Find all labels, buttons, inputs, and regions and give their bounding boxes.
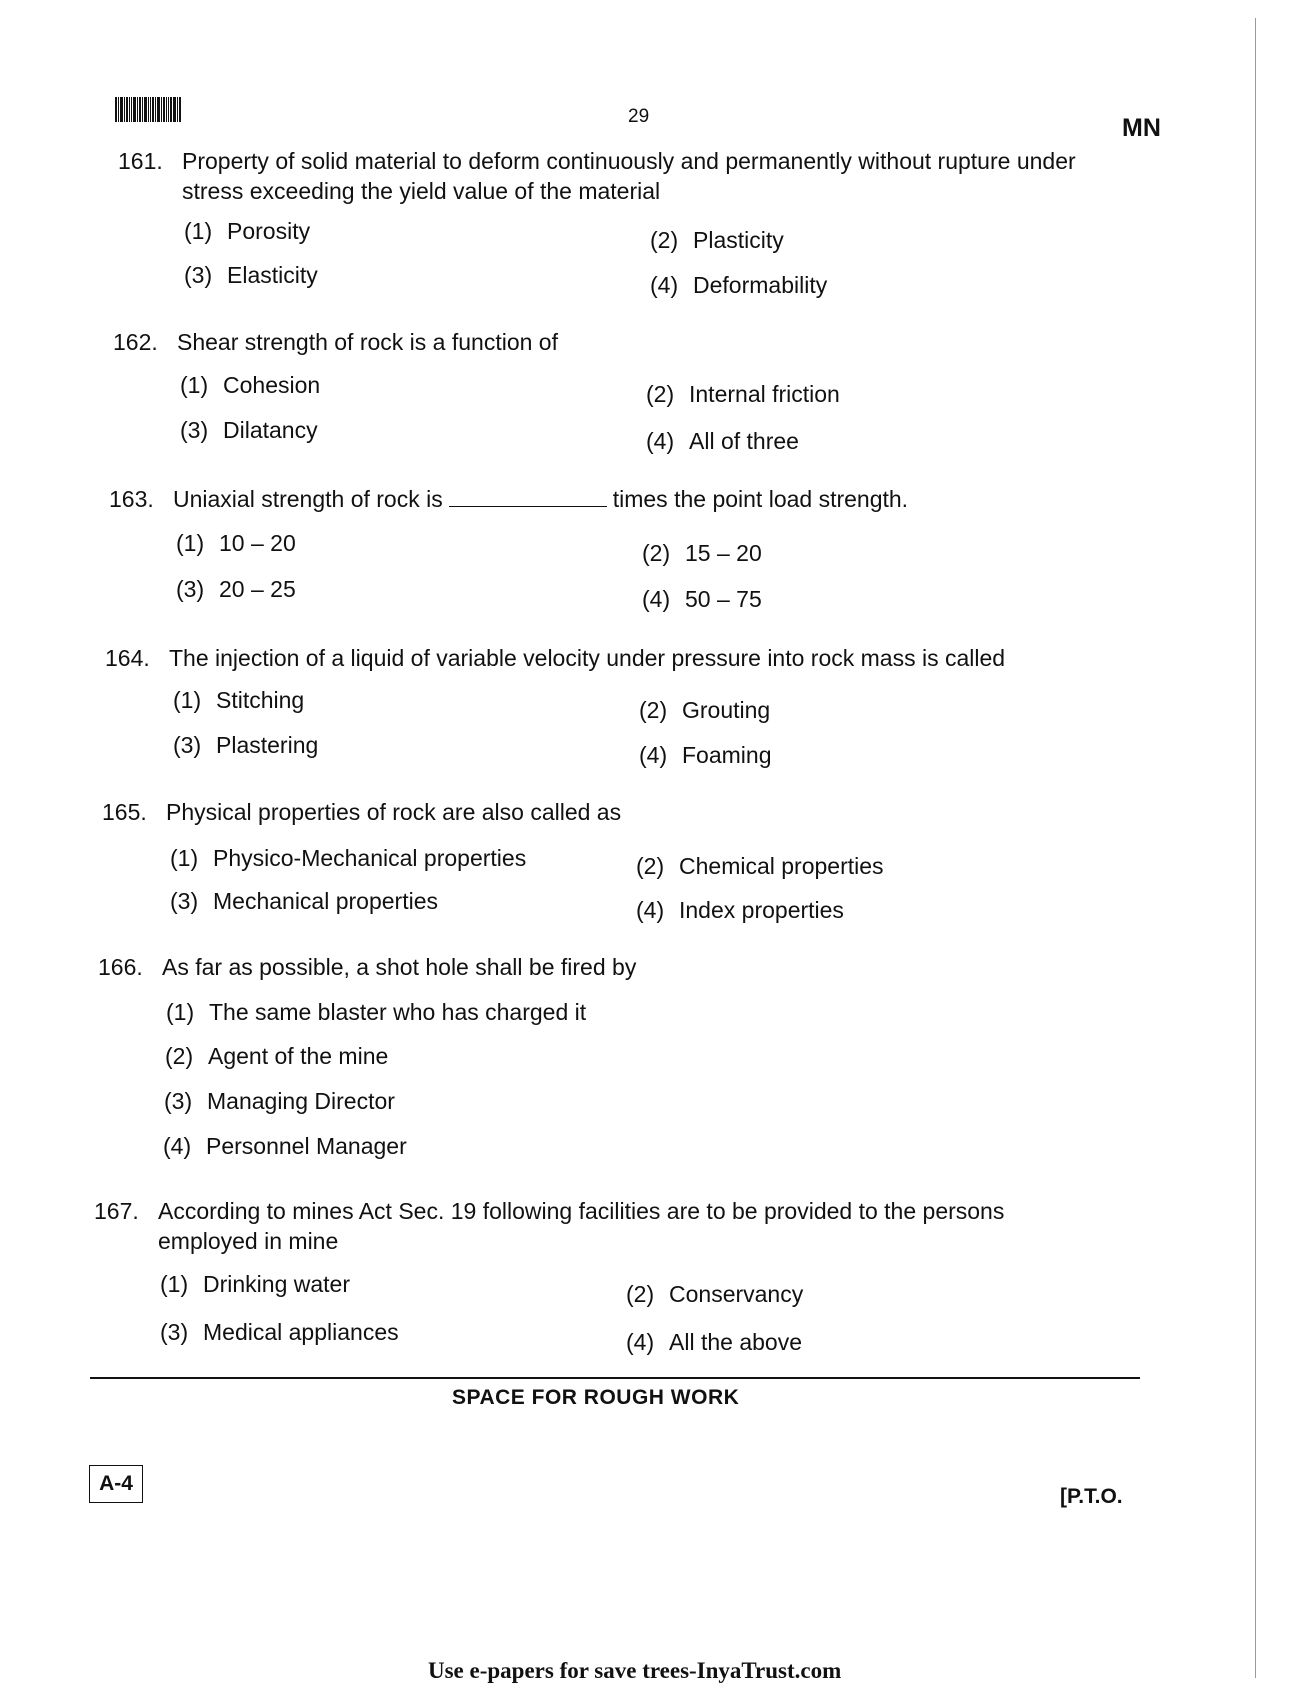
option-number: (3)	[170, 888, 199, 914]
option-number: (1)	[173, 687, 202, 713]
option-number: (2)	[636, 853, 665, 879]
question-text: Physical properties of rock are also called as	[166, 799, 622, 825]
option-text: 20 – 25	[219, 576, 296, 602]
option-number: (4)	[642, 586, 671, 612]
pto-label: [P.T.O.	[1060, 1485, 1123, 1508]
option-1[interactable]	[176, 528, 296, 558]
option-number: (2)	[646, 381, 675, 407]
option-text: 50 – 75	[685, 586, 762, 612]
question-number: 163.	[109, 486, 154, 512]
option-2[interactable]	[626, 1279, 803, 1309]
option-text: 15 – 20	[685, 540, 762, 566]
option-number: (4)	[646, 428, 675, 454]
option-4[interactable]	[636, 895, 844, 925]
margin-rule	[1255, 18, 1256, 1678]
option-text: Internal friction	[689, 381, 840, 407]
question-text: The injection of a liquid of variable velocity under pressure into rock mass is called	[169, 645, 1006, 671]
option-text: Deformability	[693, 272, 828, 298]
option-3[interactable]	[180, 415, 318, 445]
option-2[interactable]	[646, 379, 840, 409]
option-3[interactable]	[164, 1086, 395, 1116]
option-number: (1)	[170, 845, 199, 871]
rough-work-divider	[90, 1377, 1140, 1379]
option-number: (2)	[165, 1043, 194, 1069]
option-text: Stitching	[216, 687, 305, 713]
series-code: MN	[1122, 114, 1161, 142]
option-number: (4)	[650, 272, 679, 298]
option-1[interactable]	[180, 370, 320, 400]
option-3[interactable]	[173, 730, 318, 760]
option-2[interactable]	[165, 1041, 388, 1071]
option-text: Dilatancy	[223, 417, 318, 443]
option-number: (4)	[639, 742, 668, 768]
option-number: (3)	[184, 262, 213, 288]
option-number: (4)	[626, 1329, 655, 1355]
question-number: 161.	[118, 148, 163, 174]
option-number: (4)	[163, 1133, 192, 1159]
option-text: 10 – 20	[219, 530, 296, 556]
option-2[interactable]	[639, 695, 770, 725]
question-number: 162.	[113, 329, 158, 355]
option-text: Porosity	[227, 218, 311, 244]
option-4[interactable]	[626, 1327, 802, 1357]
option-number: (1)	[176, 530, 205, 556]
option-3[interactable]	[176, 574, 296, 604]
option-text: Conservancy	[669, 1281, 804, 1307]
option-text: All the above	[669, 1329, 802, 1355]
option-number: (1)	[160, 1271, 189, 1297]
question-number: 165.	[102, 799, 147, 825]
question-text-after: times the point load strength.	[612, 486, 909, 512]
question-text: Property of solid material to deform continuously and permanently without rupture under stress exceeding the yield value of the material	[182, 148, 1076, 204]
option-4[interactable]	[163, 1131, 407, 1161]
option-text: Grouting	[682, 697, 771, 723]
option-text: Medical appliances	[203, 1319, 399, 1345]
option-text: Agent of the mine	[208, 1043, 389, 1069]
barcode-image	[115, 97, 181, 122]
option-text: Index properties	[679, 897, 844, 923]
option-number: (2)	[642, 540, 671, 566]
option-4[interactable]	[650, 270, 827, 300]
footer-text: Use e-papers for save trees-InyaTrust.com	[428, 1658, 842, 1683]
option-number: (1)	[184, 218, 213, 244]
question-number: 164.	[105, 645, 150, 671]
option-1[interactable]	[166, 997, 586, 1027]
option-number: (3)	[180, 417, 209, 443]
option-text: Elasticity	[227, 262, 318, 288]
option-1[interactable]	[170, 843, 526, 873]
option-number: (1)	[180, 372, 209, 398]
option-3[interactable]	[170, 886, 438, 916]
option-4[interactable]	[646, 426, 799, 456]
option-text: Foaming	[682, 742, 772, 768]
page-number: 29	[628, 106, 650, 127]
option-2[interactable]	[642, 538, 762, 568]
question-text: As far as possible, a shot hole shall be fired by	[162, 954, 637, 980]
option-text: Drinking water	[203, 1271, 350, 1297]
option-1[interactable]	[173, 685, 304, 715]
option-number: (4)	[636, 897, 665, 923]
option-number: (3)	[173, 732, 202, 758]
option-text: All of three	[689, 428, 799, 454]
option-3[interactable]	[160, 1317, 399, 1347]
question-number: 166.	[98, 954, 143, 980]
option-number: (3)	[176, 576, 205, 602]
option-text: Plasticity	[693, 227, 784, 253]
option-1[interactable]	[160, 1269, 350, 1299]
option-text: Plastering	[216, 732, 319, 758]
option-text: Mechanical properties	[213, 888, 439, 914]
question-text: Shear strength of rock is a function of	[177, 329, 558, 355]
option-text: Personnel Manager	[206, 1133, 407, 1159]
question-text: According to mines Act Sec. 19 following facilities are to be provided to the persons employed in mine	[158, 1198, 1005, 1254]
option-number: (1)	[166, 999, 195, 1025]
option-text: Cohesion	[223, 372, 321, 398]
option-text: Chemical properties	[679, 853, 884, 879]
option-2[interactable]	[636, 851, 884, 881]
option-text: Physico-Mechanical properties	[213, 845, 527, 871]
option-text: The same blaster who has charged it	[209, 999, 587, 1025]
option-1[interactable]	[184, 216, 310, 246]
option-number: (3)	[164, 1088, 193, 1114]
option-4[interactable]	[639, 740, 771, 770]
option-number: (2)	[650, 227, 679, 253]
option-number: (2)	[639, 697, 668, 723]
option-3[interactable]	[184, 260, 318, 290]
option-number: (2)	[626, 1281, 655, 1307]
option-number: (3)	[160, 1319, 189, 1345]
option-text: Managing Director	[207, 1088, 395, 1114]
rough-work-label: SPACE FOR ROUGH WORK	[452, 1386, 740, 1409]
answer-blank	[449, 488, 607, 507]
question-text-before: Uniaxial strength of rock is	[173, 486, 443, 512]
set-code-box: A-4	[89, 1465, 143, 1503]
option-4[interactable]	[642, 584, 762, 614]
option-2[interactable]	[650, 225, 784, 255]
question-number: 167.	[94, 1198, 139, 1224]
